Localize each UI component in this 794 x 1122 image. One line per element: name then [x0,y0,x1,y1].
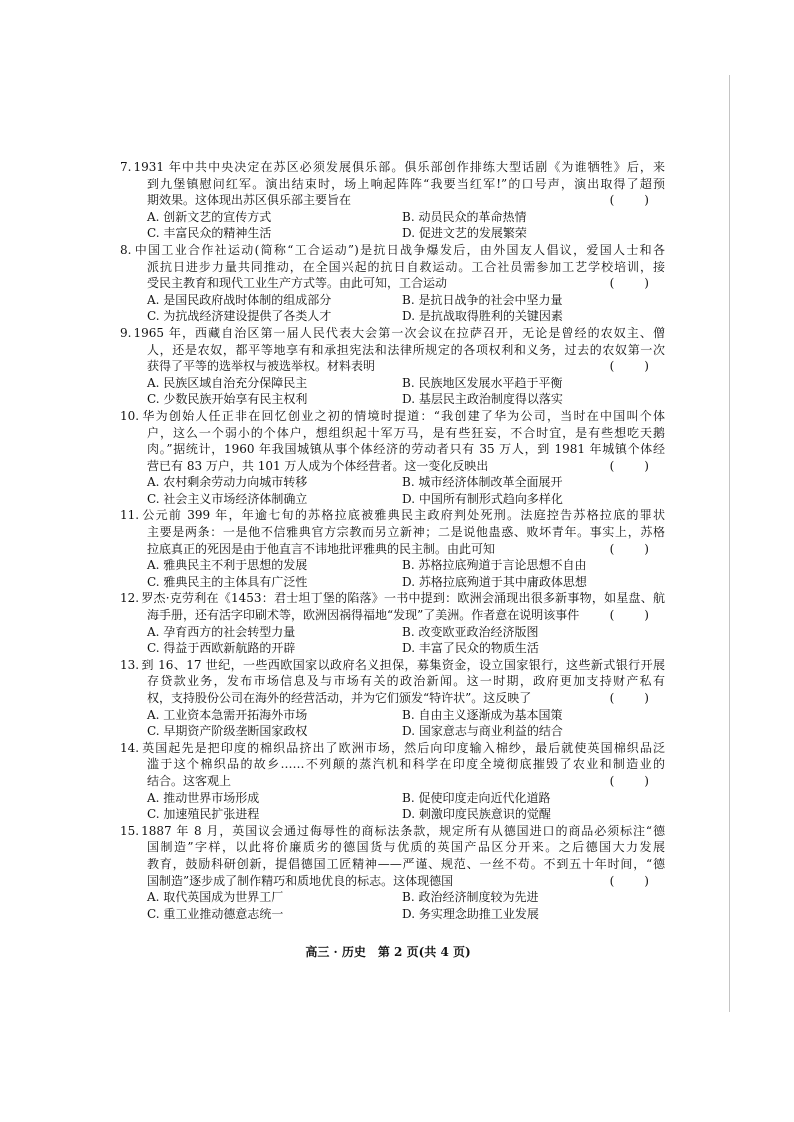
option-row [147,790,665,807]
answer-option-d: D. 基层民主政治制度得以落实 [402,392,563,407]
question-12 [120,590,668,656]
answer-bracket: ( ) [609,541,651,556]
answer-bracket: ( ) [609,773,651,788]
option-row [147,707,665,724]
question-stem-text: 存贷款业务，发布市场信息及与市场有关的政治新闻。这一时期，政府更加支持财产私有 [147,674,665,689]
question-stem-text: 受民主教育和现代工业生产方式等。由此可知，工合运动 [147,276,448,291]
question-number: 14. [120,740,140,755]
question-stem-text: 公元前 399 年，年逾七旬的苏格拉底被雅典民主政府判处死刑。法庭控告苏格拉底的罪状 [141,508,665,523]
answer-option-b: B. 促使印度走向近代化道路 [402,790,551,805]
answer-option-a: A. 农村剩余劳动力向城市转移 [147,475,308,490]
question-number: 13. [120,657,140,672]
question-number: 12. [120,591,140,606]
answer-option-c: C. 重工业推动德意志统一 [147,906,284,921]
page-divider-line [729,75,730,1012]
question-stem-text: 滥于这个棉织品的故乡……不列颠的蒸汽机和科学在印度全境彻底摧毁了农业和制造业的 [147,757,665,772]
question-stem-text: 1931 年中共中央决定在苏区必须发展俱乐部。俱乐部创作排练大型话剧《为谁牺牲》后，来 [133,160,665,174]
answer-option-d: D. 是抗战取得胜利的关键因素 [402,309,563,324]
question-stem-line [120,823,665,840]
question-stem-line [120,657,665,674]
answer-option-d: D. 促进文艺的发展繁荣 [402,226,527,241]
question-number: 9. [120,325,132,340]
answer-option-a: A. 民族区域自治充分保障民主 [147,375,308,390]
answer-option-a: A. 工业资本急需开拓海外市场 [147,707,308,722]
question-stem-line [147,342,665,359]
answer-option-b: B. 民族地区发展水平趋于平衡 [402,375,563,390]
answer-option-b: B. 改变欧亚政治经济版图 [402,624,539,639]
question-9 [120,325,668,408]
answer-option-b: B. 政治经济制度较为先进 [402,890,539,905]
question-stem-text: 英国起先是把印度的棉织品挤出了欧洲市场，然后向印度输入棉纱，最后就使英国棉织品泛 [141,740,665,755]
option-row [147,889,665,906]
answer-bracket: ( ) [609,608,651,623]
answer-option-c: C. 社会主义市场经济体制确立 [147,491,308,506]
question-stem-line [147,773,665,790]
question-stem-line [120,590,665,607]
question-13 [120,657,668,740]
question-15 [120,823,668,923]
question-stem-line [120,740,665,757]
answer-option-c: C. 加速殖民扩张进程 [147,807,260,822]
question-stem-text: 海手册，还有活字印刷术等，欧洲因祸得福地“发现”了美洲。作者意在说明该事件 [147,608,580,623]
question-stem-text: 获得了平等的选举权与被选举权。材料表明 [147,359,376,374]
answer-option-d: D. 务实理念助推工业发展 [402,906,539,921]
question-number: 8. [120,242,132,257]
question-stem-text: 户，这么一个弱小的个体户，想组织起十军万马，是有些狂妄，不合时宜，是有些想吃天鹅 [147,425,665,440]
question-14 [120,740,668,823]
option-row [147,491,665,508]
answer-bracket: ( ) [609,458,651,473]
answer-option-b: B. 自由主义逐渐成为基本国策 [402,707,563,722]
option-row [147,391,665,408]
option-row [147,292,665,309]
question-stem-line [147,541,665,558]
option-row [147,723,665,740]
question-stem-text: 1887 年 8 月，英国议会通过侮辱性的商标法条款，规定所有从德国进口的商品必须标注“德 [141,823,665,838]
question-stem-line [147,176,665,193]
answer-option-a: A. 创新文艺的宣传方式 [147,209,272,224]
question-stem-line [147,358,665,375]
question-stem-text: 到九堡镇慰问红军。演出结束时，场上响起阵阵“我要当红军!”的口号声，演出取得了超预 [147,176,665,191]
question-stem-text: 营已有 83 万户，共 101 万人成为个体经营者。这一变化反映出 [147,458,489,473]
page-footer: 高三 · 历史 第 2 页(共 4 页) [305,945,471,959]
answer-bracket: ( ) [609,193,651,208]
question-stem-text: 到 16、17 世纪，一些西欧国家以政府名义担保，募集资金，设立国家银行，这些新式银行开展 [141,657,665,672]
question-stem-line [147,441,665,458]
question-stem-line [147,839,665,856]
question-number: 15. [120,823,140,838]
option-row [147,557,665,574]
question-number: 11. [120,508,140,523]
option-row [147,209,665,226]
question-stem-text: 结合。这客观上 [147,773,232,788]
answer-option-a: A. 雅典民主不利于思想的发展 [147,558,308,573]
question-stem-line [147,275,665,292]
answer-option-b: B. 动员民众的革命热情 [402,209,527,224]
question-7 [120,159,668,242]
question-stem-text: 教育，鼓励科研创新，提倡德国工匠精神——严谨、规范、一丝不苟。不到五十年时间，“德 [147,856,665,871]
question-stem-text: 国制造”逐步成了制作精巧和质地优良的标志。这体现德国 [147,873,454,888]
question-stem-line [120,242,665,259]
question-stem-line [147,524,665,541]
option-row [147,225,665,242]
question-stem-text: 国制造”字样，以此将价廉质劣的德国货与优质的英国产品区分开来。之后德国大力发展 [147,840,665,855]
question-11 [120,507,668,590]
question-list [120,159,668,922]
answer-option-c: C. 丰富民众的精神生活 [147,226,272,241]
question-number: 7. [120,160,132,174]
option-row [147,474,665,491]
answer-option-c: C. 为抗战经济建设提供了各类人才 [147,309,332,324]
answer-option-a: A. 取代英国成为世界工厂 [147,890,284,905]
answer-bracket: ( ) [609,873,651,888]
answer-bracket: ( ) [609,276,651,291]
answer-option-d: D. 刺激印度民族意识的觉醒 [402,807,551,822]
question-10 [120,408,668,508]
answer-option-c: C. 少数民族开始享有民主权利 [147,392,308,407]
answer-option-b: B. 是抗日战争的社会中坚力量 [402,292,563,307]
answer-option-a: A. 是国民政府战时体制的组成部分 [147,292,332,307]
answer-option-d: D. 苏格拉底殉道于其中庸政体思想 [402,574,587,589]
answer-option-c: C. 雅典民主的主体具有广泛性 [147,574,308,589]
answer-bracket: ( ) [609,359,651,374]
question-stem-line [120,408,665,425]
question-stem-line [147,856,665,873]
answer-option-a: A. 推动世界市场形成 [147,790,260,805]
question-stem-text: 派抗日进步力量共同推动，在全国兴起的抗日自救运动。工合社员需参加工艺学校培训，接 [147,259,665,274]
question-stem-line [120,325,665,342]
question-stem-line [147,607,665,624]
question-number: 10. [120,408,140,423]
question-stem-line [147,756,665,773]
question-stem-text: 主要是两条：一是他不信雅典官方宗教而另立新神；二是说他蛊惑、败坏青年。事实上，苏格 [147,525,665,540]
answer-option-d: D. 国家意志与商业利益的结合 [402,724,563,739]
option-row [147,574,665,591]
question-stem-line [147,673,665,690]
question-stem-line [147,690,665,707]
question-stem-line [147,425,665,442]
answer-option-d: D. 丰富了民众的物质生活 [402,641,539,656]
question-stem-line [147,873,665,890]
question-stem-line [120,159,665,176]
question-stem-text: 华为创始人任正非在回忆创业之初的情境时提道：“我创建了华为公司，当时在中国叫个体 [141,408,665,423]
question-stem-text: 中国工业合作社运动(简称“工合运动”)是抗日战争爆发后，由外国友人倡议，爱国人士和各 [133,242,665,257]
answer-option-c: C. 早期资产阶级垄断国家政权 [147,724,308,739]
option-row [147,308,665,325]
option-row [147,806,665,823]
answer-option-c: C. 得益于西欧新航路的开辟 [147,641,296,656]
answer-option-d: D. 中国所有制形式趋向多样化 [402,491,563,506]
answer-option-a: A. 孕育西方的社会转型力量 [147,624,296,639]
option-row [147,624,665,641]
answer-bracket: ( ) [609,691,651,705]
question-stem-line [147,458,665,475]
option-row [147,906,665,923]
question-stem-text: 1965 年，西藏自治区第一届人民代表大会第一次会议在拉萨召开，无论是曾经的农奴主、僧 [133,325,665,340]
question-stem-line [147,192,665,209]
question-stem-text: 肉。”据统计，1960 年我国城镇从事个体经济的劳动者只有 35 万人，到 1981 年城镇个体经 [147,442,665,457]
question-stem-text: 期效果。这体现出苏区俱乐部主要旨在 [147,193,352,208]
question-8 [120,242,668,325]
option-row [147,375,665,392]
question-stem-text: 罗杰·克劳利在《1453：君士坦丁堡的陷落》一书中提到：欧洲会涌现出很多新事物，如星盘、航 [141,591,665,606]
option-row [147,640,665,657]
answer-option-b: B. 苏格拉底殉道于言论思想不自由 [402,558,587,573]
question-stem-line [147,259,665,276]
question-stem-line [120,507,665,524]
question-stem-text: 人，还是农奴，都平等地享有和承担宪法和法律所规定的各项权利和义务，过去的农奴第一次 [147,342,665,357]
question-stem-text: 权，支持股份公司在海外的经营活动，并为它们颁发“特许状”。这反映了 [147,691,532,705]
answer-option-b: B. 城市经济体制改革全面展开 [402,475,563,490]
question-stem-text: 拉底真正的死因是由于他直言不讳地批评雅典的民主制。由此可知 [147,541,496,556]
